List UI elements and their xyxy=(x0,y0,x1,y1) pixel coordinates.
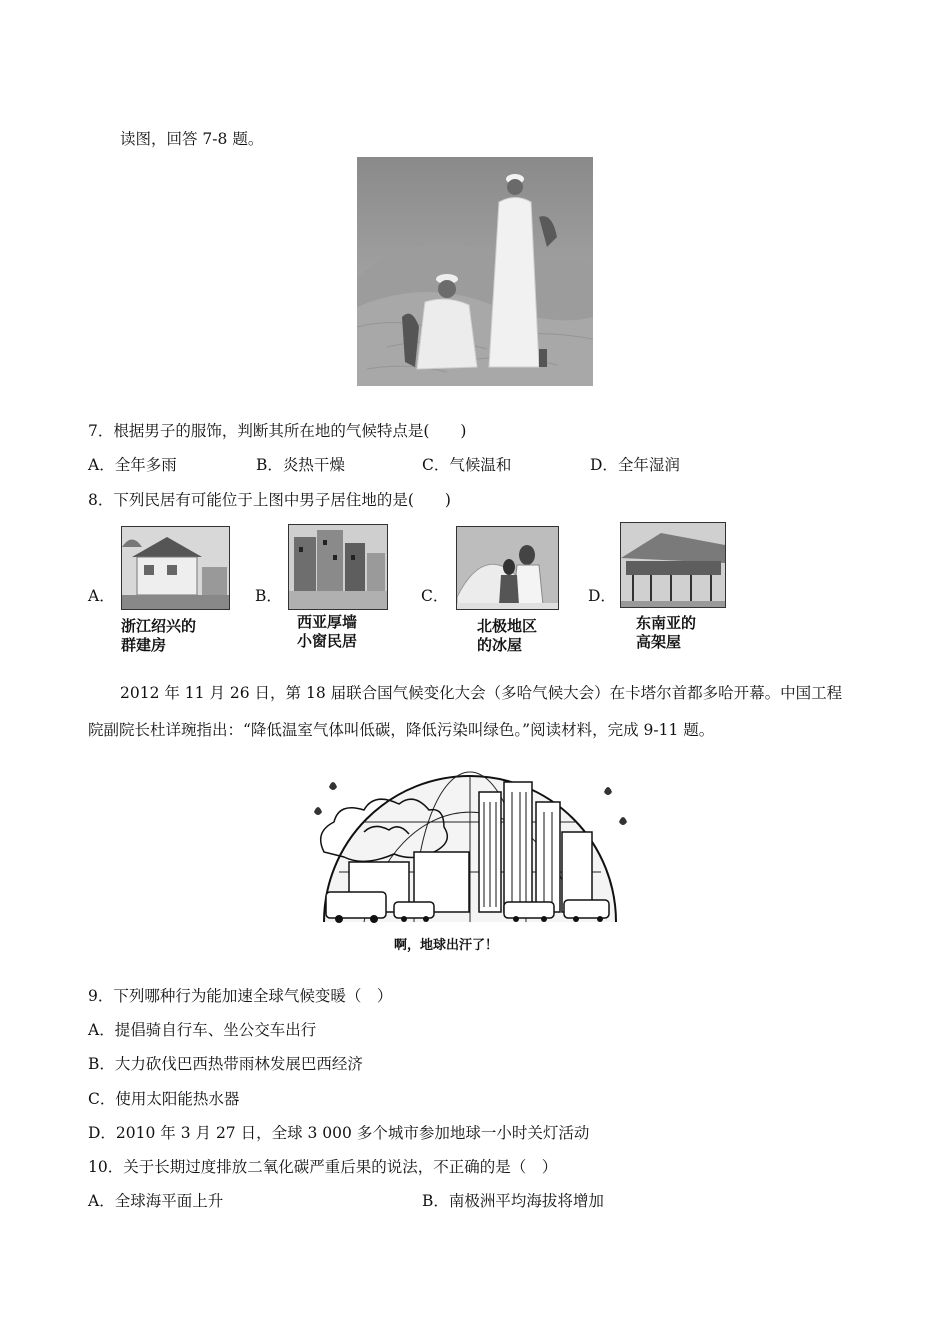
q8-option-d-caption-line2: 高架屋 xyxy=(636,633,682,651)
q8-option-c-letter[interactable]: C． xyxy=(421,587,449,605)
q9-option-c[interactable]: C．使用太阳能热水器 xyxy=(88,1090,240,1108)
intro2-line2: 院副院长杜详琬指出：“降低温室气体叫低碳，降低污染叫绿色。”阅读材料，完成 9-11 题。 xyxy=(88,721,715,739)
q7-option-b[interactable]: B．炎热干燥 xyxy=(256,456,345,474)
q10-option-a[interactable]: A．全球海平面上升 xyxy=(88,1192,224,1210)
q7-option-c[interactable]: C．气候温和 xyxy=(422,456,512,474)
q9-option-b[interactable]: B．大力砍伐巴西热带雨林发展巴西经济 xyxy=(88,1055,363,1073)
q9-option-a[interactable]: A．提倡骑自行车、坐公交车出行 xyxy=(88,1021,317,1039)
q8-option-c-caption-line1: 北极地区 xyxy=(477,617,538,635)
q8-stem: 8．下列民居有可能位于上图中男子居住地的是( ) xyxy=(88,491,451,509)
q10-stem: 10．关于长期过度排放二氧化碳严重后果的说法，不正确的是（ ） xyxy=(88,1158,558,1176)
q8-option-a-caption-line2: 群建房 xyxy=(121,636,167,654)
q9-stem: 9．下列哪种行为能加速全球气候变暖（ ） xyxy=(88,987,393,1005)
q7-stem: 7．根据男子的服饰，判断其所在地的气候特点是( ) xyxy=(88,422,467,440)
q8-option-a-letter[interactable]: A． xyxy=(88,587,115,605)
q9-option-d[interactable]: D．2010 年 3 月 27 日，全球 3 000 多个城市参加地球一小时关灯活动 xyxy=(88,1124,590,1142)
desert-falconers-photo xyxy=(357,157,593,386)
southeast-asia-stilt-house-photo xyxy=(620,522,726,608)
west-asia-house-photo xyxy=(288,524,388,610)
sweating-earth-cartoon xyxy=(304,762,636,928)
arctic-igloo-photo xyxy=(456,526,559,610)
q8-option-b-caption-line2: 小窗民居 xyxy=(297,632,358,650)
q8-option-b-letter[interactable]: B． xyxy=(255,587,282,605)
intro-text: 读图，回答 7-8 题。 xyxy=(120,130,264,148)
q10-option-b[interactable]: B．南极洲平均海拔将增加 xyxy=(422,1192,604,1210)
zhejiang-house-photo xyxy=(121,526,230,610)
intro2-line1: 2012 年 11 月 26 日，第 18 届联合国气候变化大会（多哈气候大会）在卡塔尔首都多哈开幕。中国工程 xyxy=(120,684,843,702)
q7-option-d[interactable]: D．全年湿润 xyxy=(590,456,680,474)
q8-option-c-caption-line2: 的冰屋 xyxy=(477,636,523,654)
q8-option-d-letter[interactable]: D． xyxy=(588,587,616,605)
q8-option-b-caption-line1: 西亚厚墙 xyxy=(297,613,358,631)
cartoon-caption: 啊，地球出汗了！ xyxy=(394,938,499,953)
q8-option-d-caption-line1: 东南亚的 xyxy=(636,614,697,632)
q8-option-a-caption-line1: 浙江绍兴的 xyxy=(121,617,197,635)
q7-option-a[interactable]: A．全年多雨 xyxy=(88,456,177,474)
